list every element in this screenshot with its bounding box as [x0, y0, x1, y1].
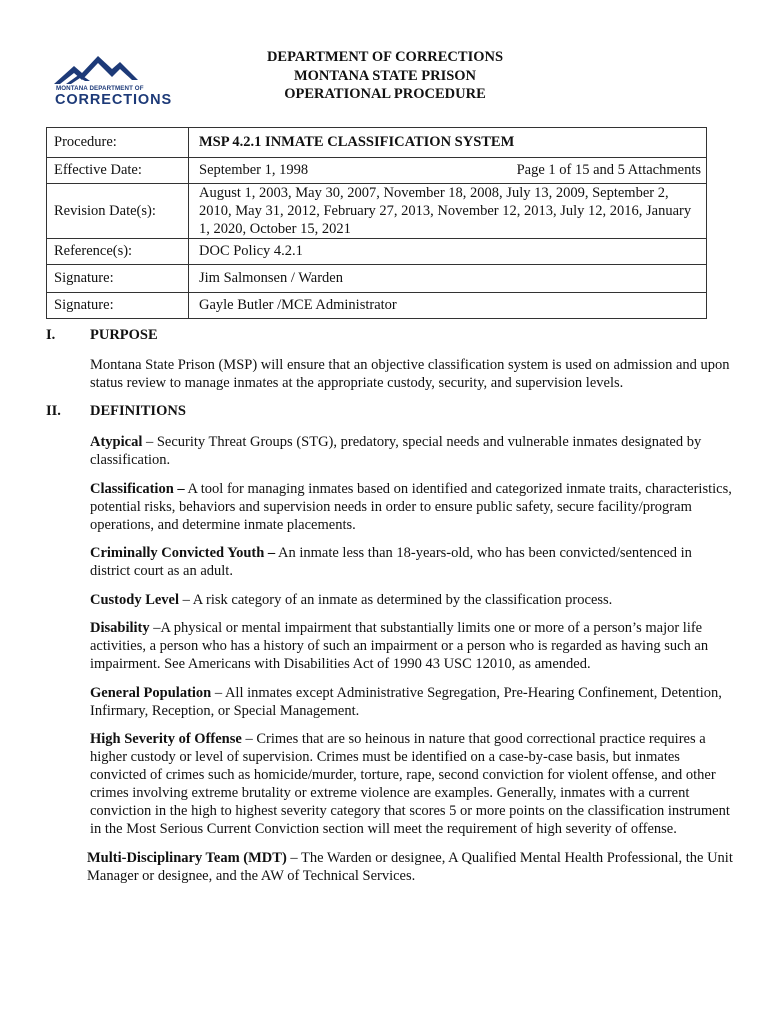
definition-text: An inmate less than 18-years-old, who has been convicted/sentenced in district court as an adult. — [90, 545, 692, 579]
definition-item — [90, 544, 735, 580]
header-line-3: OPERATIONAL PROCEDURE — [284, 86, 486, 102]
definition-item — [90, 730, 735, 838]
revision-dates-label: Revision Date(s): — [47, 184, 189, 239]
definition-text: – All inmates except Administrative Segregation, Pre-Hearing Confinement, Detention, Infirmary, Reception, or Special Management. — [90, 684, 722, 719]
signature-2-label: Signature: — [47, 293, 189, 319]
section-1-title: PURPOSE — [90, 327, 158, 343]
revision-dates-row — [47, 184, 707, 239]
effective-date-cell — [189, 158, 707, 184]
definition-term: Atypical — [90, 434, 143, 450]
section-1-number: I. — [46, 327, 56, 343]
definition-item — [90, 591, 735, 609]
definition-term: Criminally Convicted Youth – — [90, 545, 276, 561]
signature-1-label: Signature: — [47, 265, 189, 293]
revision-dates-value: August 1, 2003, May 30, 2007, November 18, 2008, July 13, 2009, September 2, 2010, May 31, 2012, February 27, 2013, November 12, 2013, July 12, 2016, January 1, 2020, October 15, 2021 — [189, 184, 707, 239]
header-line-1: DEPARTMENT OF CORRECTIONS — [266, 49, 504, 65]
definition-item — [90, 480, 735, 534]
definition-item — [90, 433, 735, 469]
definition-text: – Security Threat Groups (STG), predatory, special needs and vulnerable inmates designated by classification. — [90, 434, 702, 468]
header-line-2: MONTANA STATE PRISON — [293, 67, 477, 84]
document-header — [180, 48, 590, 104]
section-2-title: DEFINITIONS — [90, 403, 186, 419]
definition-text: –A physical or mental impairment that substantially limits one or more of a person’s major life activities, a person who has a history of such an impairment or a person who is regarded as having such an impairment. See Americans with Disabilities Act of 1990 43 USC 12010, as amended. — [90, 620, 709, 672]
references-label: Reference(s): — [47, 239, 189, 265]
definition-term: Multi-Disciplinary Team (MDT) — [87, 849, 287, 866]
section-2-number: II. — [46, 403, 61, 419]
effective-date-value: September 1, 1998 — [199, 162, 309, 178]
definition-term: Disability — [90, 620, 150, 636]
procedure-label: Procedure: — [47, 128, 189, 158]
definition-item — [87, 849, 735, 885]
definition-term: High Severity of Offense — [90, 731, 242, 747]
effective-date-row — [47, 158, 707, 184]
definition-term: General Population — [90, 684, 212, 701]
purpose-text: Montana State Prison (MSP) will ensure that an objective classification system is used on admission and upon status review to manage inmates at the appropriate custody, security, and supervision levels. — [90, 357, 730, 391]
definition-term: Classification – — [90, 480, 185, 497]
definition-text: – The Warden or designee, A Qualified Mental Health Professional, the Unit Manager or designee, and the AW of Technical Services. — [87, 849, 733, 884]
signature-2-value: Gayle Butler /MCE Administrator — [189, 293, 707, 319]
effective-date-label: Effective Date: — [47, 158, 189, 184]
definition-text: – A risk category of an inmate as determined by the classification process. — [179, 591, 613, 608]
logo-org-line: MONTANA DEPARTMENT OF — [56, 85, 144, 92]
page-count: Page 1 of 15 and 5 Attachments — [516, 162, 701, 178]
procedure-value: MSP 4.2.1 INMATE CLASSIFICATION SYSTEM — [189, 128, 707, 158]
definitions-list — [87, 433, 735, 895]
definition-text: A tool for managing inmates based on identified and categorized inmate traits, characteristics, potential risks, behaviors and supervision needs in order to ensure public safety, secure facility/program operations, and determine inmate placements. — [90, 480, 732, 533]
definition-text: – Crimes that are so heinous in nature that good correctional practice requires a higher custody or level of supervision. Crimes must be identified on a case-by-case basis, but inmates convicted of crimes such as homicide/murder, torture, rape, second conviction for violent offense, and other crimes involving extreme brutality or extreme violence are examples. Generally, inmates with a current conviction in the high to highest severity category that scores 5 or more points on the classification instrument in the Most Serious Current Conviction section will meet the requirement of high severity of offense. — [90, 731, 730, 837]
references-value: DOC Policy 4.2.1 — [189, 239, 707, 265]
signature-1-value: Jim Salmonsen / Warden — [189, 265, 707, 293]
definition-item — [90, 684, 735, 720]
procedure-info-table — [46, 127, 707, 319]
signature-row-2 — [47, 293, 707, 319]
signature-row-1 — [47, 265, 707, 293]
definition-item — [90, 619, 735, 673]
definition-term: Custody Level — [90, 591, 180, 608]
logo-org-name: CORRECTIONS — [55, 92, 173, 108]
procedure-row — [47, 128, 707, 158]
references-row — [47, 239, 707, 265]
